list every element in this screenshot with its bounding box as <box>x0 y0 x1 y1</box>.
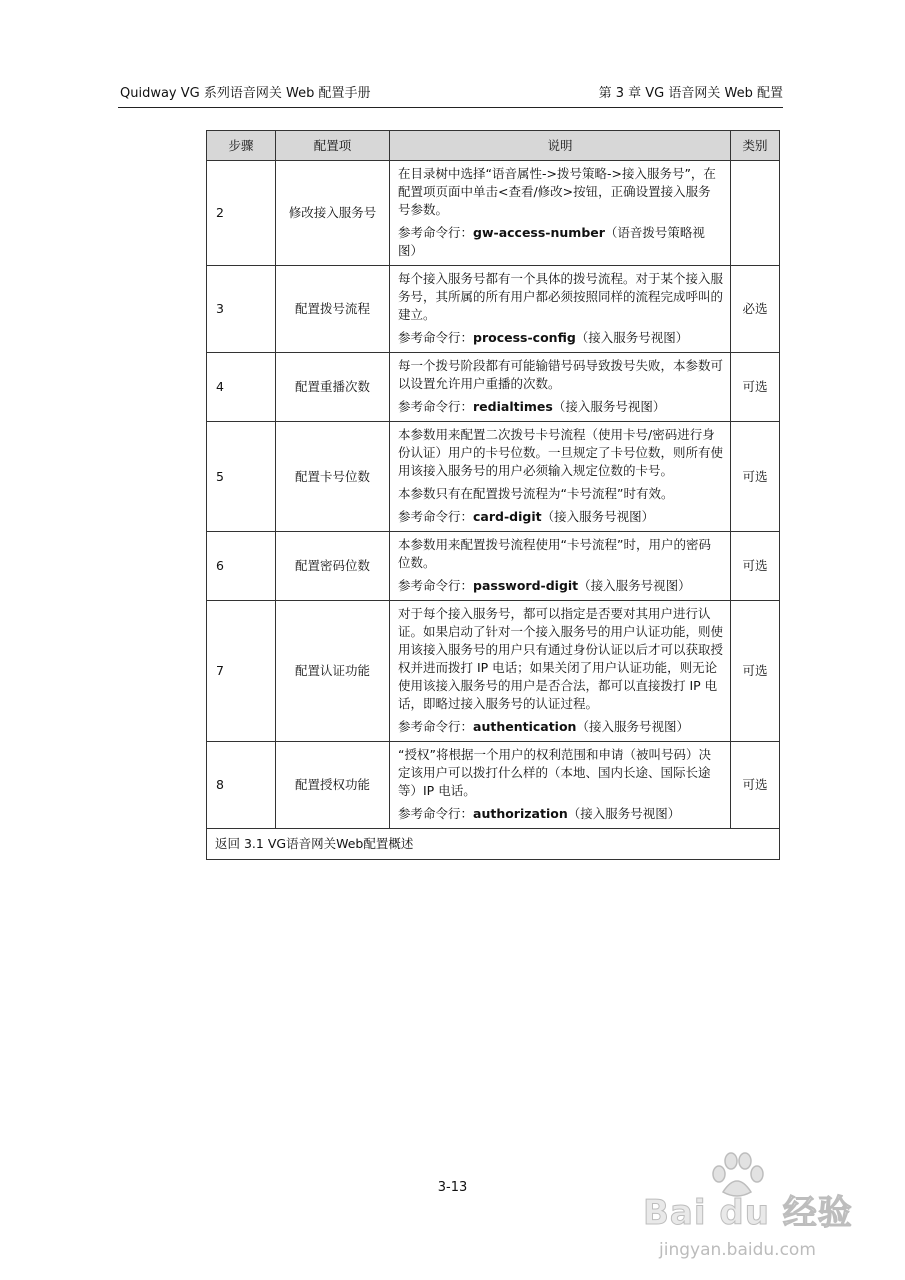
step-number: 6 <box>207 532 276 601</box>
command-reference-label: 参考命令行： <box>398 509 474 524</box>
config-item-name: 配置认证功能 <box>276 601 390 742</box>
page-number: 3-13 <box>437 1180 468 1195</box>
command-reference-label: 参考命令行： <box>398 578 474 593</box>
header-manual-title: Quidway VG 系列语音网关 Web 配置手册 <box>120 86 371 101</box>
step-number: 7 <box>207 601 276 742</box>
command-view: （接入服务号视图） <box>575 330 689 345</box>
cli-command: card-digit <box>473 509 542 524</box>
config-category: 可选 <box>731 742 780 829</box>
table-row <box>207 532 780 601</box>
config-category <box>731 161 780 266</box>
baidu-paw-icon <box>709 1152 765 1198</box>
command-reference-label: 参考命令行： <box>398 806 474 821</box>
table-row <box>207 422 780 532</box>
command-reference <box>398 329 723 347</box>
cli-command: authorization <box>473 806 568 821</box>
column-header-step: 步骤 <box>207 131 276 161</box>
column-header-item: 配置项 <box>276 131 390 161</box>
config-description <box>390 532 731 601</box>
cli-command: authentication <box>473 719 577 734</box>
config-steps-table <box>206 130 780 860</box>
step-number: 8 <box>207 742 276 829</box>
command-view: （语音拨号策略视图） <box>398 225 705 258</box>
cli-command: password-digit <box>473 578 579 593</box>
command-view: （接入服务号视图） <box>541 509 655 524</box>
cli-command: process-config <box>473 330 576 345</box>
config-item-name: 配置密码位数 <box>276 532 390 601</box>
command-reference-label: 参考命令行： <box>398 225 474 240</box>
description-paragraph: 本参数用来配置拨号流程使用“卡号流程”时，用户的密码位数。 <box>398 537 711 570</box>
table-row <box>207 266 780 353</box>
config-description <box>390 422 731 532</box>
command-reference <box>398 224 723 260</box>
config-description <box>390 161 731 266</box>
command-reference <box>398 577 723 595</box>
header-chapter-title: 第 3 章 VG 语音网关 Web 配置 <box>598 86 783 101</box>
table-footer-row <box>207 829 780 860</box>
config-category: 可选 <box>731 601 780 742</box>
step-number: 5 <box>207 422 276 532</box>
step-number: 3 <box>207 266 276 353</box>
command-reference <box>398 718 723 736</box>
command-reference <box>398 398 723 416</box>
description-paragraph: 本参数用来配置二次拨号卡号流程（使用卡号/密码进行身份认证）用户的卡号位数。一旦规定了卡号位数，则所有使用该接入服务号的用户必须输入规定位数的卡号。 <box>398 427 724 478</box>
command-view: （接入服务号视图） <box>578 578 691 593</box>
table-row <box>207 742 780 829</box>
command-reference-label: 参考命令行： <box>398 399 474 414</box>
cli-command: redialtimes <box>473 399 553 414</box>
table-row <box>207 353 780 422</box>
description-paragraph: 每个接入服务号都有一个具体的拨号流程。对于某个接入服务号，其所属的所有用户都必须按照同样的流程完成呼叫的建立。 <box>398 271 724 322</box>
config-item-name: 配置卡号位数 <box>276 422 390 532</box>
config-description <box>390 601 731 742</box>
command-view: （接入服务号视图） <box>552 399 666 414</box>
config-item-name: 修改接入服务号 <box>276 161 390 266</box>
config-description <box>390 266 731 353</box>
command-reference-label: 参考命令行： <box>398 330 474 345</box>
config-description <box>390 353 731 422</box>
column-header-description: 说明 <box>390 131 731 161</box>
step-number: 2 <box>207 161 276 266</box>
config-category: 可选 <box>731 422 780 532</box>
watermark-brand: Bai du 经验 <box>643 1193 853 1233</box>
description-paragraph: 本参数只有在配置拨号流程为“卡号流程”时有效。 <box>398 486 674 501</box>
config-category: 必选 <box>731 266 780 353</box>
cli-command: gw-access-number <box>473 225 605 240</box>
watermark-url: jingyan.baidu.com <box>659 1240 816 1260</box>
description-paragraph: 每一个拨号阶段都有可能输错号码导致拨号失败，本参数可以设置允许用户重播的次数。 <box>398 358 724 391</box>
table-row <box>207 161 780 266</box>
step-number: 4 <box>207 353 276 422</box>
baidu-jingyan-watermark <box>637 1152 853 1270</box>
description-paragraph: 对于每个接入服务号，都可以指定是否要对其用户进行认证。如果启动了针对一个接入服务号的用户认证功能，则使用该接入服务号的用户只有通过身份认证以后才可以获取授权并进而拨打 IP 电话；如果关闭了用户认证功能，则无论使用该接入服务号的用户是否合法，都可以直接拨打 IP 电话，即略过接入服务号的认证过程。 <box>398 606 724 711</box>
command-view: （接入服务号视图） <box>576 719 689 734</box>
config-description <box>390 742 731 829</box>
table-row <box>207 601 780 742</box>
command-reference <box>398 508 723 526</box>
description-paragraph: “授权”将根据一个用户的权利范围和申请（被叫号码）决定该用户可以拨打什么样的（本地、国内长途、国际长途等）IP 电话。 <box>398 747 711 798</box>
config-category: 可选 <box>731 353 780 422</box>
command-reference-label: 参考命令行： <box>398 719 474 734</box>
config-item-name: 配置授权功能 <box>276 742 390 829</box>
command-reference <box>398 805 723 823</box>
config-item-name: 配置拨号流程 <box>276 266 390 353</box>
command-view: （接入服务号视图） <box>567 806 681 821</box>
config-category: 可选 <box>731 532 780 601</box>
config-item-name: 配置重播次数 <box>276 353 390 422</box>
description-paragraph: 在目录树中选择“语音属性->拨号策略->接入服务号”，在配置项页面中单击<查看/修改>按钮，正确设置接入服务号参数。 <box>398 166 716 217</box>
header-divider <box>118 107 783 108</box>
back-to-overview-link[interactable]: 返回 3.1 VG语音网关Web配置概述 <box>207 829 780 860</box>
column-header-category: 类别 <box>731 131 780 161</box>
table-header-row <box>207 131 780 161</box>
